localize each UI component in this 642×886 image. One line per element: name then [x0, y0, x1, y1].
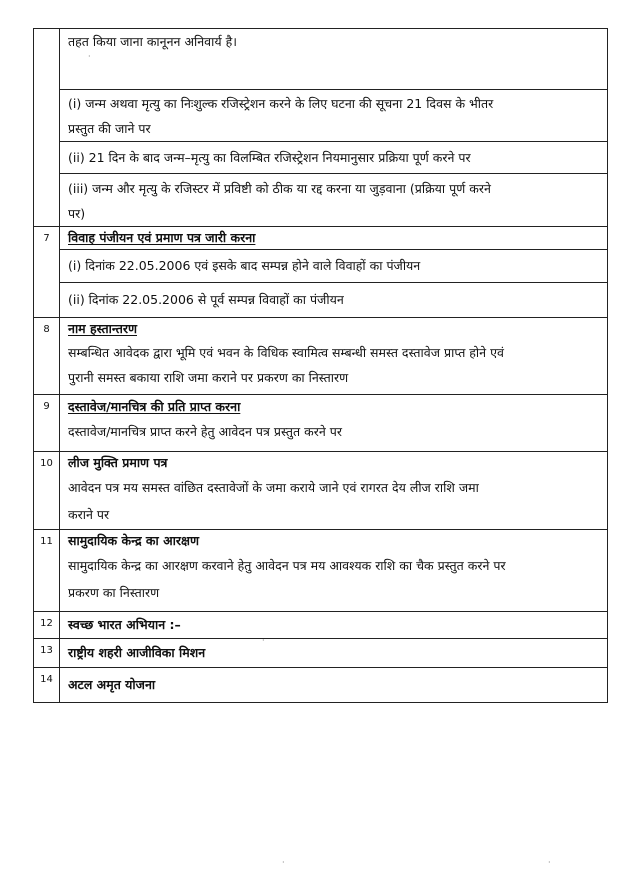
- body-text: दस्तावेज/मानचित्र प्राप्त करने हेतु आवेदन पत्र प्रस्तुत करने पर: [68, 424, 342, 439]
- item-text: प्रस्तुत की जाने पर: [68, 121, 151, 136]
- body-text: प्रकरण का निस्तारण: [68, 585, 160, 600]
- row-number: 12: [34, 612, 60, 638]
- table-row: [34, 318, 607, 395]
- body-text: सम्बन्धित आवेदक द्वारा भूमि एवं भवन के विधिक स्वामित्व सम्बन्धी समस्त दस्तावेज प्राप्त होने एवं: [68, 345, 504, 360]
- scan-speck: ·: [548, 858, 551, 867]
- intro-text: तहत किया जाना कानूनन अनिवार्य है।: [68, 34, 237, 49]
- section-heading: नाम हस्तान्तरण: [68, 321, 137, 336]
- item-text: (ii) 21 दिन के बाद जन्म–मृत्यु का विलम्बित रजिस्ट्रेशन नियमानुसार प्रक्रिया पूर्ण करने पर: [68, 150, 471, 165]
- row-content: [60, 668, 607, 702]
- body-text: आवेदन पत्र मय समस्त वांछित दस्तावेजों के जमा कराये जाने एवं रागरत देय लीज राशि जमा: [68, 480, 479, 495]
- row-content: [60, 639, 607, 667]
- sub-cell: [60, 250, 607, 283]
- section-heading: राष्ट्रीय शहरी आजीविका मिशन: [68, 645, 206, 660]
- table-row: [34, 227, 607, 318]
- table-row: [34, 612, 607, 639]
- scan-speck: ·: [262, 636, 265, 645]
- table-row: [34, 530, 607, 612]
- section-heading: विवाह पंजीयन एवं प्रमाण पत्र जारी करना: [68, 230, 256, 245]
- body-text: कराने पर: [68, 507, 110, 522]
- section-heading: स्वच्छ भारत अभियान :–: [68, 617, 181, 632]
- sub-cell: [60, 227, 607, 250]
- sub-cell: [60, 90, 607, 142]
- row-content: [60, 395, 607, 451]
- row-number: 7: [34, 227, 60, 317]
- table-row: [34, 668, 607, 703]
- services-table: [33, 28, 608, 703]
- item-text: (i) जन्म अथवा मृत्यु का निःशुल्क रजिस्ट्रेशन करने के लिए घटना की सूचना 21 दिवस के भीतर: [68, 96, 494, 111]
- scan-speck: ·: [88, 52, 91, 61]
- item-text: (iii) जन्म और मृत्यु के रजिस्टर में प्रविष्टी को ठीक या रद्द करना या जुड़वाना (प्रक्रिया पूर्ण करने: [68, 181, 491, 196]
- table-row: [34, 29, 607, 227]
- section-heading: दस्तावेज/मानचित्र की प्रति प्राप्त करना: [68, 399, 241, 414]
- row-content: [60, 612, 607, 638]
- row-content: [60, 530, 607, 611]
- row-number: 8: [34, 318, 60, 394]
- item-text: पर): [68, 206, 86, 221]
- item-text: (i) दिनांक 22.05.2006 एवं इसके बाद सम्पन्न होने वाले विवाहों का पंजीयन: [68, 258, 421, 273]
- row-number: 9: [34, 395, 60, 451]
- sub-cell: [60, 29, 607, 90]
- row-content: [60, 29, 607, 226]
- row-number: 14: [34, 668, 60, 702]
- row-content: [60, 318, 607, 394]
- sub-cell: [60, 142, 607, 174]
- row-number: 10: [34, 452, 60, 529]
- row-number: [34, 29, 60, 226]
- body-text: सामुदायिक केन्द्र का आरक्षण करवाने हेतु आवेदन पत्र मय आवश्यक राशि का चैक प्रस्तुत करने पर: [68, 558, 506, 573]
- sub-cell: [60, 283, 607, 317]
- sub-cell: [60, 174, 607, 226]
- body-text: पुरानी समस्त बकाया राशि जमा कराने पर प्रकरण का निस्तारण: [68, 370, 349, 385]
- table-row: [34, 395, 607, 452]
- section-heading: सामुदायिक केन्द्र का आरक्षण: [68, 533, 200, 548]
- table-row: [34, 452, 607, 530]
- table-row: [34, 639, 607, 668]
- section-heading: लीज मुक्ति प्रमाण पत्र: [68, 455, 168, 470]
- section-heading: अटल अमृत योजना: [68, 677, 156, 692]
- row-content: [60, 227, 607, 317]
- scan-speck: ·: [282, 858, 285, 867]
- item-text: (ii) दिनांक 22.05.2006 से पूर्व सम्पन्न विवाहों का पंजीयन: [68, 292, 344, 307]
- row-number: 13: [34, 639, 60, 667]
- row-content: [60, 452, 607, 529]
- row-number: 11: [34, 530, 60, 611]
